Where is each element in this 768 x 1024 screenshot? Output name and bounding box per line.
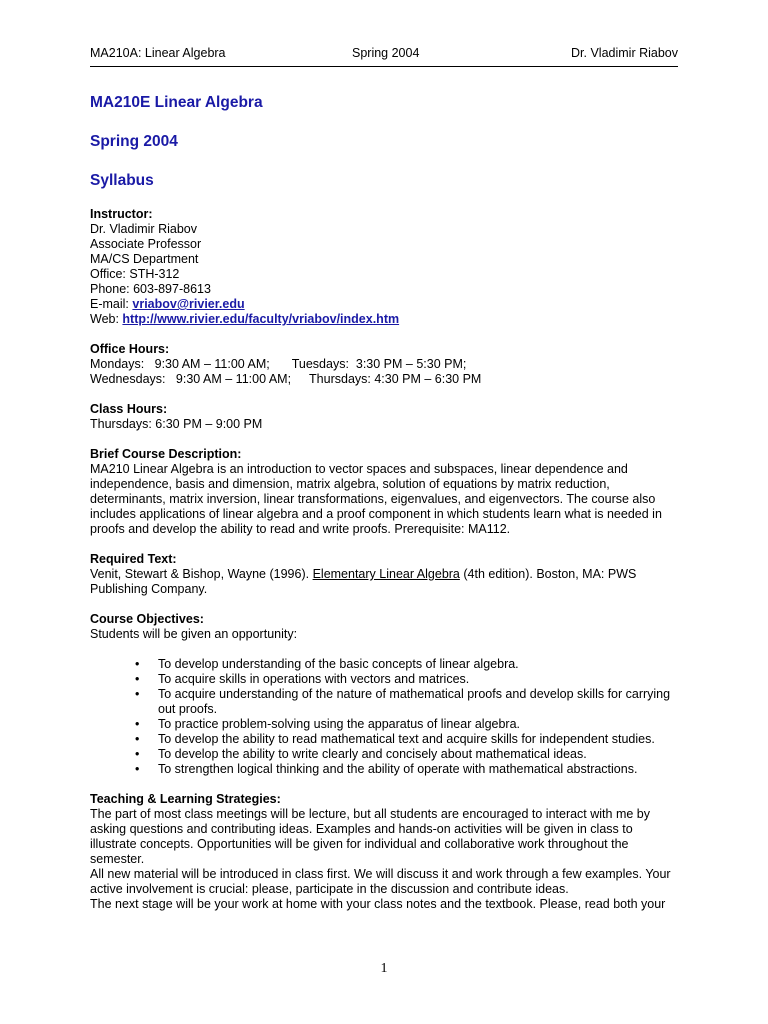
instructor-name: Dr. Vladimir Riabov (90, 222, 197, 236)
document-body (90, 93, 680, 912)
office-hours-heading: Office Hours: (90, 342, 170, 356)
office-hours-tuesdays: Tuesdays: 3:30 PM – 5:30 PM; (291, 357, 467, 371)
objectives-section (90, 612, 680, 777)
required-text-section (90, 552, 680, 597)
book-publisher: (4th edition). Boston, MA: PWS Publishing Company. (90, 567, 637, 596)
book-authors: Venit, Stewart & Bishop, Wayne (1996). (90, 567, 313, 581)
instructor-phone: Phone: 603-897-8613 (90, 282, 211, 296)
header-course: MA210A: Linear Algebra (90, 46, 226, 60)
email-link[interactable]: vriabov@rivier.edu (132, 297, 245, 311)
description-text: MA210 Linear Algebra is an introduction to vector spaces and subspaces, linear dependence and independence, basis and dimension, matrix algebra, solution of equations by matrix reduction, determinants, matrix inversion, linear transformations, eigenvalues, and eigenvectors. The course also includes applications of linear algebra and a proof component in which students learn what is needed in proofs and develop the ability to read and write proofs. Prerequisite: MA112. (90, 462, 662, 536)
web-link[interactable]: http://www.rivier.edu/faculty/vriabov/index.htm (122, 312, 400, 326)
objectives-heading: Course Objectives: (90, 612, 204, 626)
strategies-section (90, 792, 680, 912)
web-label: Web: (90, 312, 123, 326)
instructor-web-line (90, 312, 680, 327)
office-hours-line-2 (90, 372, 680, 387)
instructor-section (90, 207, 680, 327)
list-item: • To acquire skills in operations with vectors and matrices. (158, 672, 680, 687)
book-title: Elementary Linear Algebra (312, 567, 460, 581)
header-instructor: Dr. Vladimir Riabov (571, 46, 678, 60)
instructor-email-line (90, 297, 680, 312)
office-hours-thursdays: Thursdays: 4:30 PM – 6:30 PM (309, 372, 482, 386)
class-hours-line: Thursdays: 6:30 PM – 9:00 PM (90, 417, 263, 431)
class-hours-heading: Class Hours: (90, 402, 168, 416)
office-hours-line-1 (90, 357, 680, 372)
instructor-title: Associate Professor (90, 237, 202, 251)
office-hours-section (90, 342, 680, 387)
list-item: • To strengthen logical thinking and the ability of operate with mathematical abstractions. (158, 762, 680, 777)
email-label: E-mail: (90, 297, 133, 311)
strategies-paragraph-2: All new material will be introduced in class first. We will discuss it and work through a few examples. Your active involvement is crucial: please, participate in the discussion and contribute ideas. (90, 867, 671, 896)
strategies-paragraph-3: The next stage will be your work at home with your class notes and the textbook. Please, read both your (90, 897, 666, 911)
list-item: • To practice problem-solving using the apparatus of linear algebra. (158, 717, 680, 732)
objectives-intro: Students will be given an opportunity: (90, 627, 298, 641)
objectives-list (90, 657, 680, 777)
list-item: • To develop the ability to write clearly and concisely about mathematical ideas. (158, 747, 680, 762)
description-heading: Brief Course Description: (90, 447, 242, 461)
office-hours-wednesdays: Wednesdays: 9:30 AM – 11:00 AM; (90, 372, 292, 386)
list-item: • To develop the ability to read mathematical text and acquire skills for independent studies. (158, 732, 680, 747)
syllabus-title: Syllabus (90, 172, 154, 189)
required-text-heading: Required Text: (90, 552, 177, 566)
required-text-citation (90, 567, 680, 597)
description-section (90, 447, 680, 537)
instructor-heading: Instructor: (90, 207, 153, 221)
instructor-office: Office: STH-312 (90, 267, 180, 281)
class-hours-section (90, 402, 680, 432)
strategies-paragraph-1: The part of most class meetings will be lecture, but all students are encouraged to interact with me by asking questions and contributing ideas. Examples and hands-on activities will be given in class to illustrate concepts. Opportunities will be given for individual and collaborative work throughout the semester. (90, 807, 650, 866)
strategies-heading: Teaching & Learning Strategies: (90, 792, 281, 806)
list-item: • To develop understanding of the basic concepts of linear algebra. (158, 657, 680, 672)
page-number: 1 (380, 961, 388, 976)
header-term: Spring 2004 (352, 46, 420, 60)
page-header (90, 46, 678, 67)
course-title: MA210E Linear Algebra (90, 94, 263, 111)
term-title: Spring 2004 (90, 133, 178, 150)
list-item: • To acquire understanding of the nature of mathematical proofs and develop skills for carrying out proofs. (158, 687, 680, 717)
instructor-department: MA/CS Department (90, 252, 199, 266)
office-hours-mondays: Mondays: 9:30 AM – 11:00 AM; (90, 357, 270, 371)
